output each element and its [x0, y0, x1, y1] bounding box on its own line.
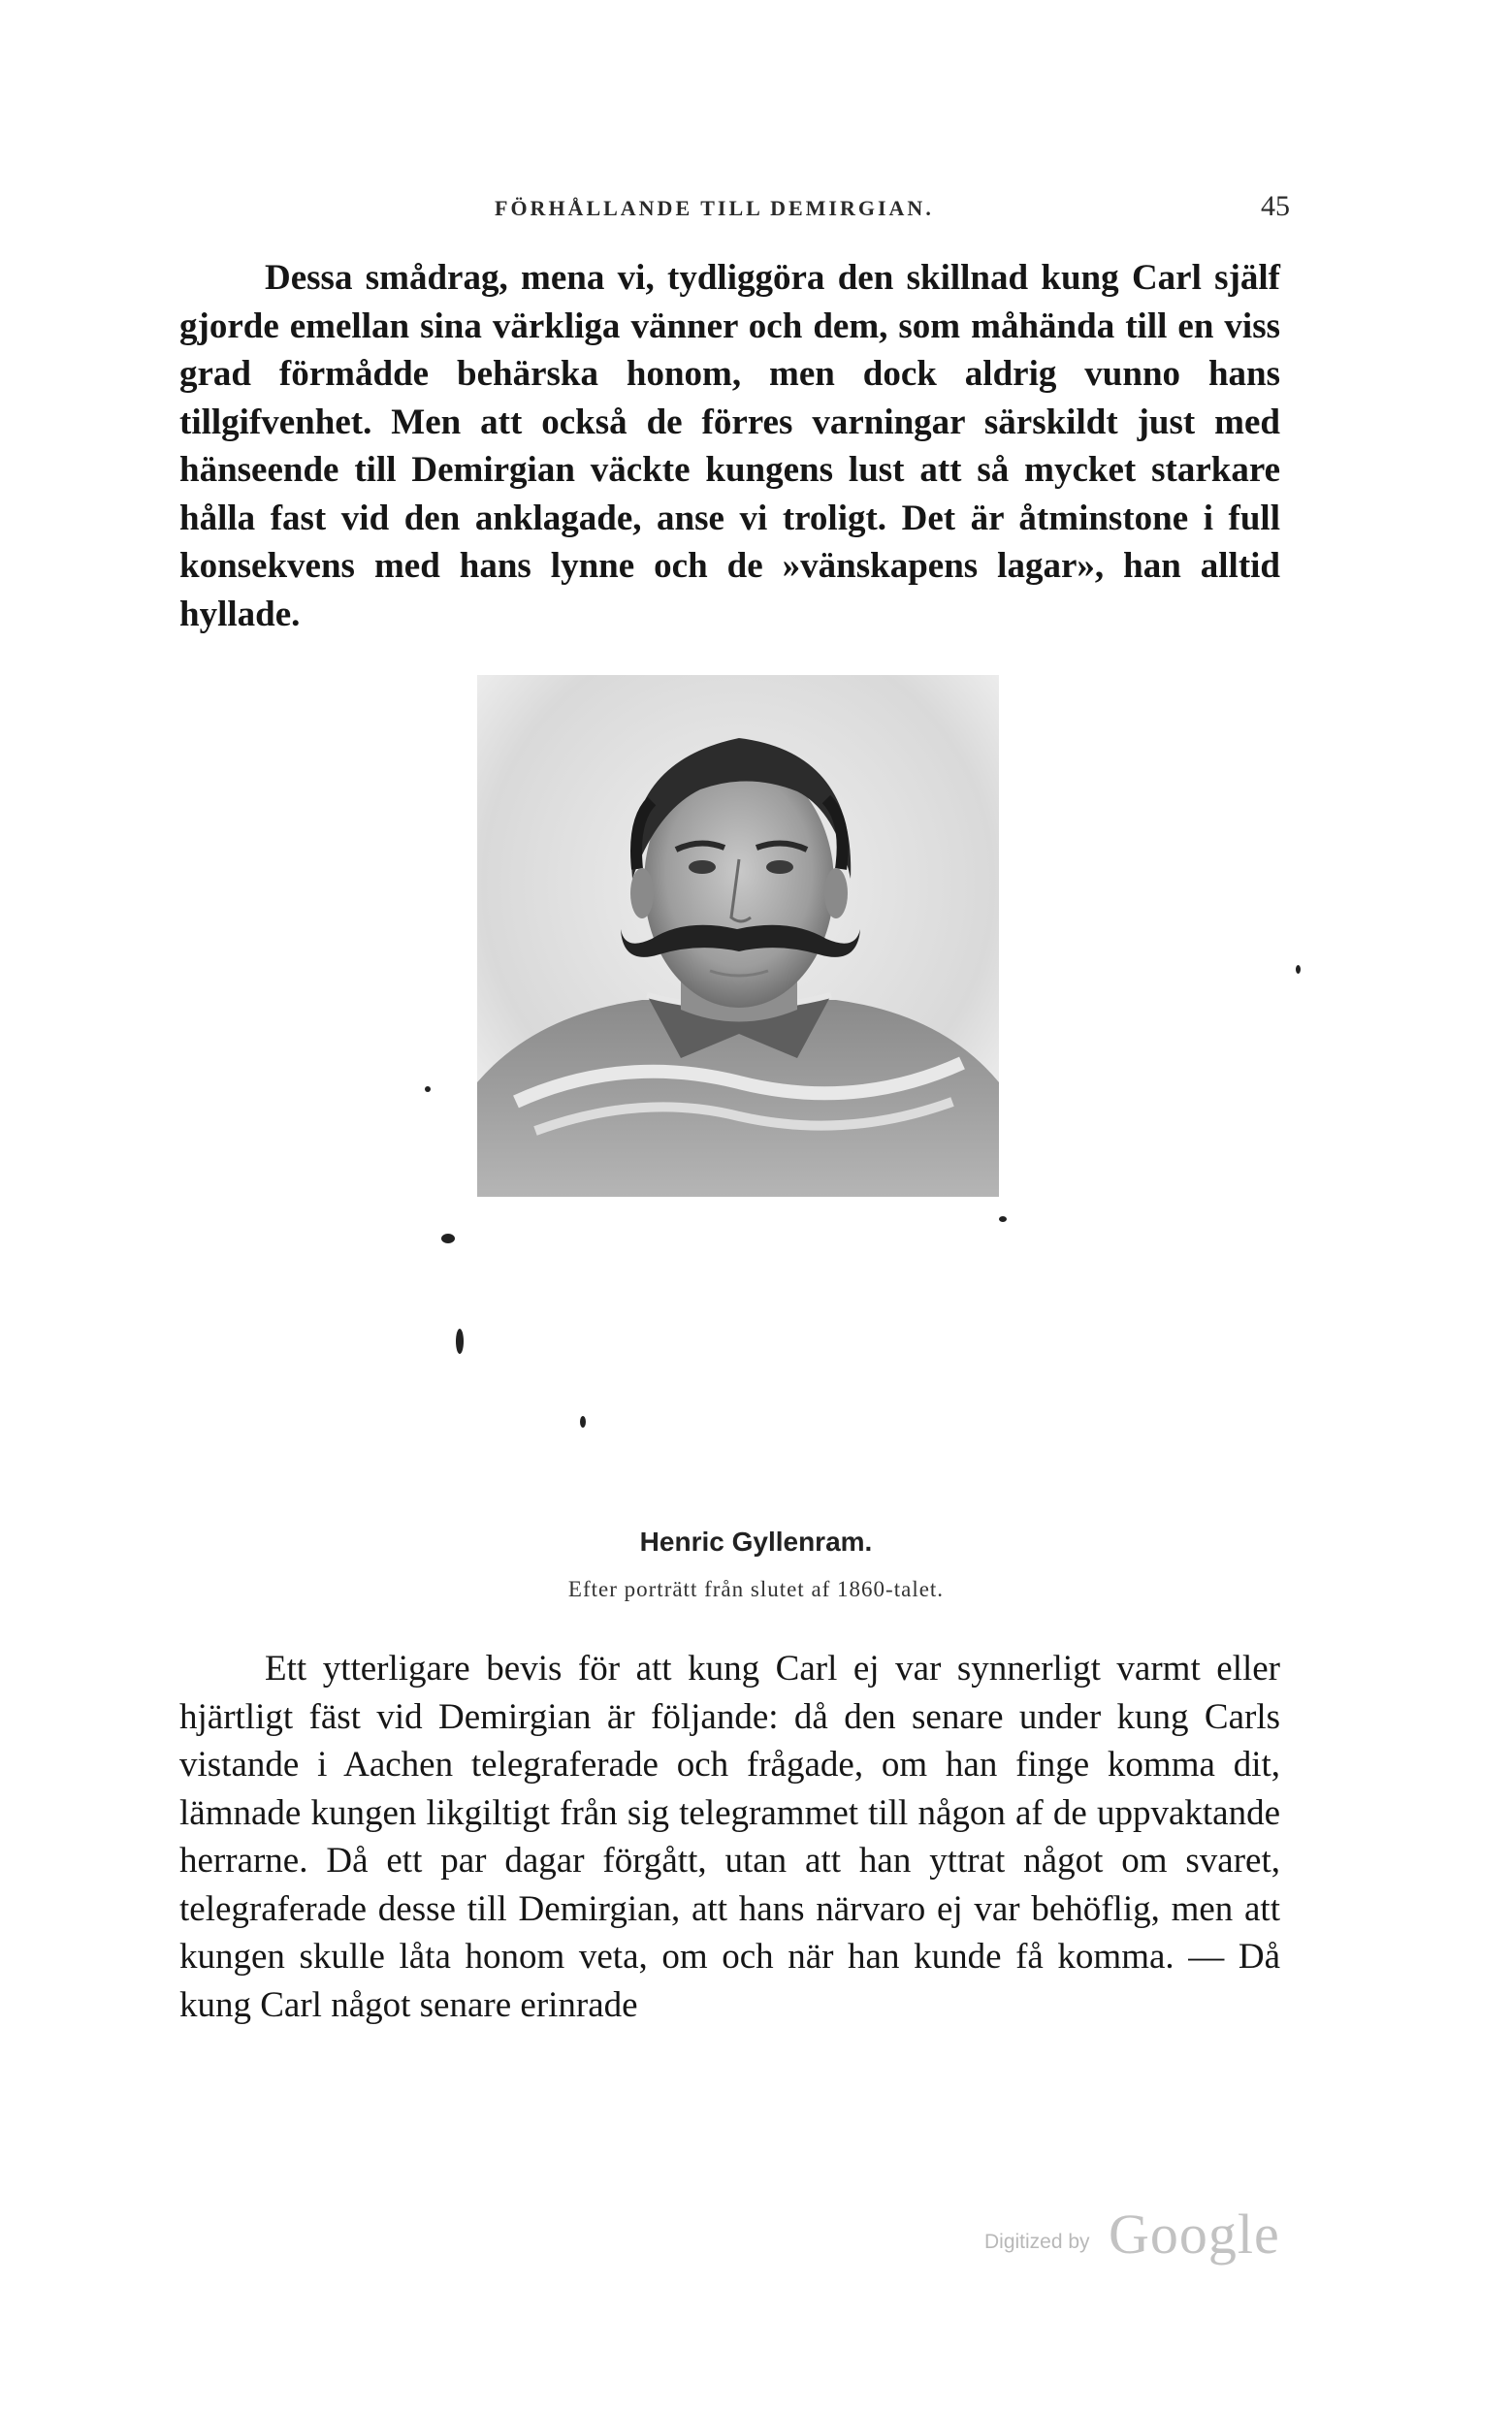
scan-speck — [425, 1086, 431, 1092]
paragraph-1: Dessa smådrag, mena vi, tydliggöra den skillnad kung Carl själf gjorde emellan sina värkliga vänner och dem, som måhända till en viss grad förmådde behärska honom, men dock aldrig vunno hans tillgifvenhet. Men att också de förres varningar särskildt just med hänseende till Demirgian väckte kungens lust att så mycket starkare hålla fast vid den anklagade, anse vi troligt. Det är åtminstone i full konsekvens med hans lynne och de »vänskapens lagar», han alltid hyllade. — [179, 258, 1280, 634]
scan-speck — [441, 1234, 455, 1243]
paragraph-2: Ett ytterligare bevis för att kung Carl ej var synnerligt varmt eller hjärtligt fäst vid Demirgian är följande: då den senare under kung Carls vistande i Aachen telegraferade och frågade, om han finge komma dit, lämnade kungen likgiltigt från sig telegrammet till någon af de uppvaktande herrarne. Då ett par dagar förgått, utan att han yttrat något om svaret, telegraferade desse till Demirgian, att hans närvaro ej var behöflig, men att kungen skulle låta honom veta, om och när han kunde få komma. — Då kung Carl något senare erinrade — [179, 1649, 1280, 2025]
scan-speck — [1296, 965, 1301, 974]
figure-caption-source: Efter porträtt från slutet af 1860-talet. — [567, 1577, 945, 1601]
scan-speck — [580, 1416, 586, 1428]
watermark-prefix: Digitized by — [984, 2231, 1090, 2253]
portrait-photo — [477, 675, 999, 1197]
google-logo: Google — [1109, 2203, 1280, 2266]
scan-speck — [456, 1329, 464, 1354]
page-number: 45 — [1261, 190, 1290, 222]
figure-caption-name: Henric Gyllenram. — [639, 1527, 873, 1557]
digitized-watermark — [984, 2202, 1295, 2269]
running-head — [456, 190, 1290, 235]
scan-speck — [999, 1216, 1007, 1222]
running-title: FÖRHÅLLANDE TILL DEMIRGIAN. — [495, 196, 934, 220]
